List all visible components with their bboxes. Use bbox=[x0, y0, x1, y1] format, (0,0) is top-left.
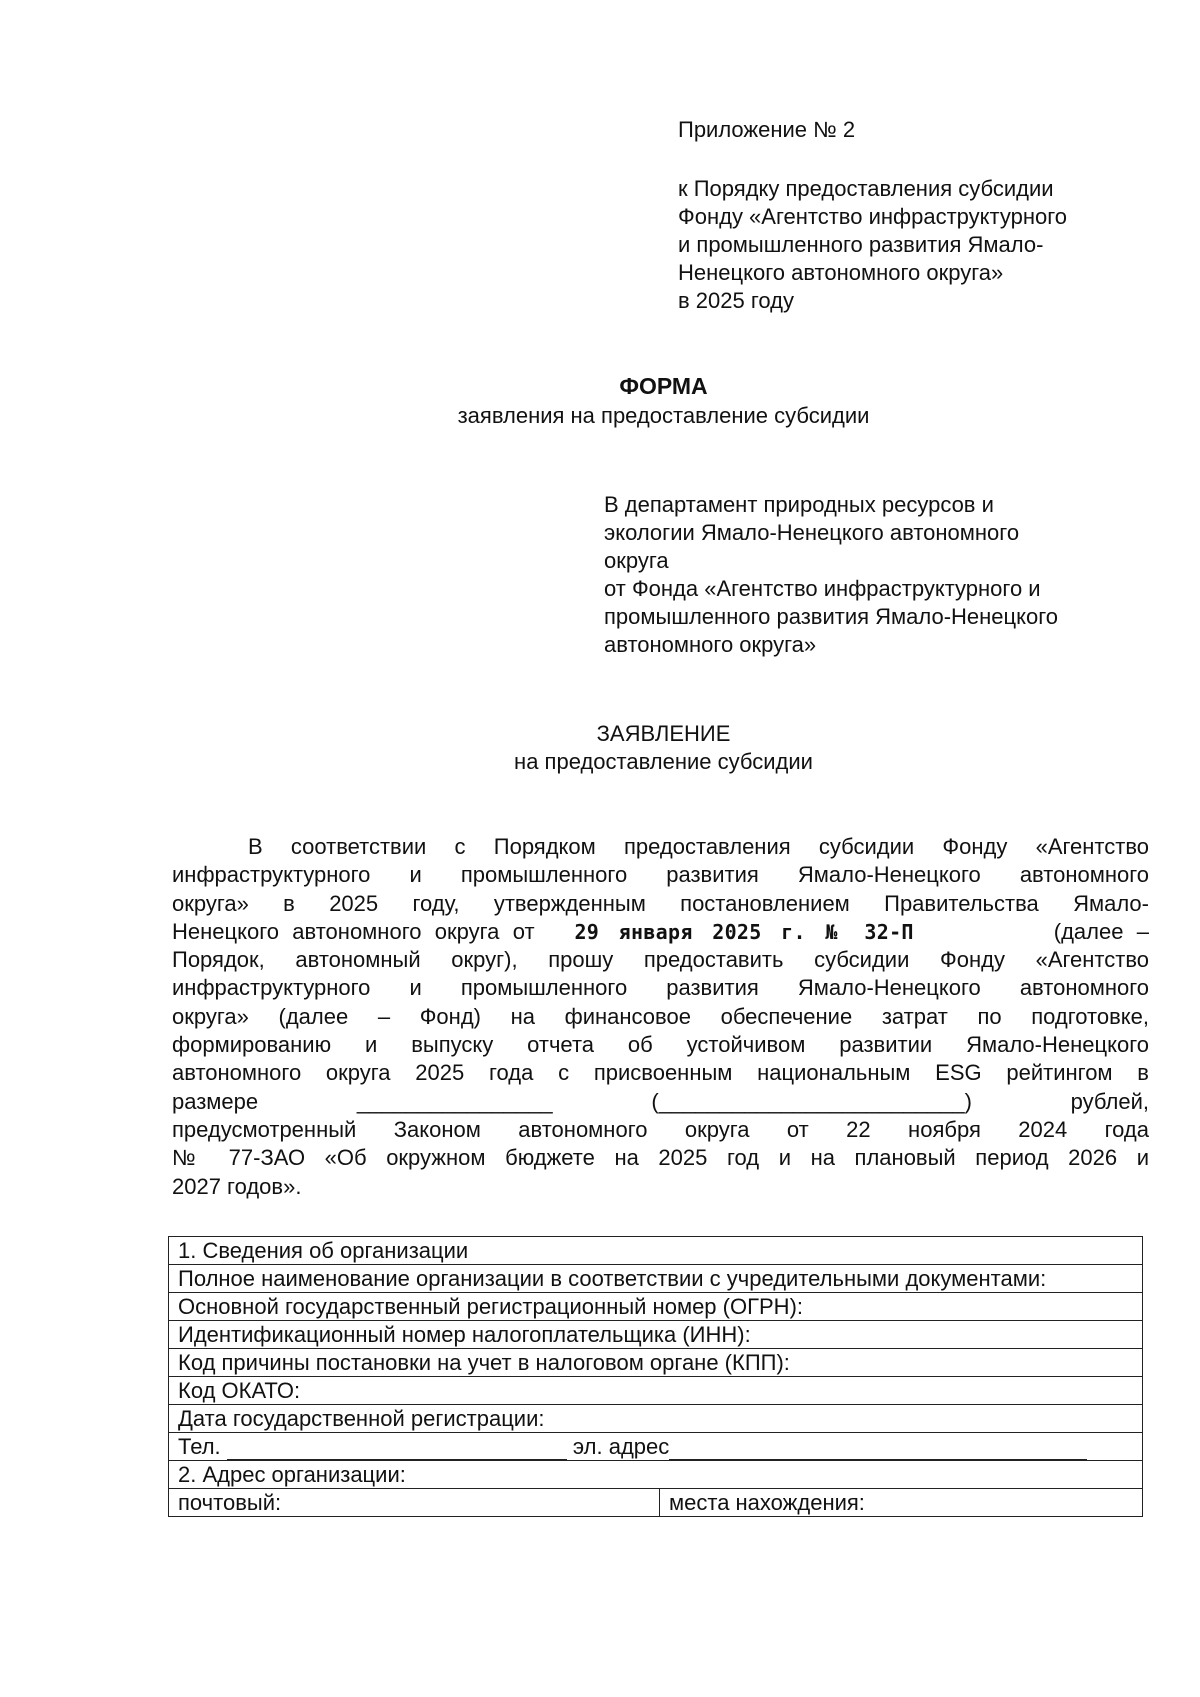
appendix-reference bbox=[678, 175, 1067, 315]
email-label: эл. адрес bbox=[572, 1434, 670, 1459]
appendix-line: Ненецкого автономного округа» bbox=[678, 260, 1004, 285]
addressee-line: В департамент природных ресурсов и bbox=[604, 492, 994, 517]
body-line: предусмотренный Законом автономного округа от 22 ноября 2024 года bbox=[172, 1116, 1149, 1142]
body-line: округа» в 2025 году, утвержденным постановлением Правительства Ямало- bbox=[172, 890, 1149, 916]
body-line-prefix: Ненецкого автономного округа от bbox=[172, 918, 535, 944]
amount-line bbox=[172, 1088, 1149, 1116]
body-line: В соответствии с Порядком предоставления субсидии Фонду «Агентство bbox=[248, 834, 1149, 859]
addressee-line: экологии Ямало-Ненецкого автономного bbox=[604, 520, 1020, 545]
section-heading: 1. Сведения об организации bbox=[169, 1237, 1143, 1265]
email-blank[interactable] bbox=[669, 1437, 1087, 1460]
amount-digits-blank[interactable]: ________________ bbox=[356, 1088, 553, 1114]
body-line: инфраструктурного и промышленного развития Ямало-Ненецкого автономного bbox=[172, 975, 1149, 1001]
form-subtitle: заявления на предоставление субсидии bbox=[457, 403, 870, 428]
addressee-line: автономного округа» bbox=[604, 632, 817, 657]
statement-title: ЗАЯВЛЕНИЕ bbox=[596, 721, 731, 746]
body-line: 2027 годов». bbox=[172, 1173, 302, 1199]
appendix-line: к Порядку предоставления субсидии bbox=[678, 176, 1054, 201]
body-line: формированию и выпуску отчета об устойчивом развитии Ямало-Ненецкого bbox=[172, 1032, 1149, 1058]
body-line: округа» (далее – Фонд) на финансовое обеспечение затрат по подготовке, bbox=[172, 1003, 1149, 1029]
ogrn-field[interactable]: Основной государственный регистрационный номер (ОГРН): bbox=[169, 1293, 1143, 1321]
section-heading: 2. Адрес организации: bbox=[169, 1461, 1143, 1489]
body-line: № 77-ЗАО «Об окружном бюджете на 2025 год и на плановый период 2026 и bbox=[172, 1145, 1149, 1171]
appendix-line: и промышленного развития Ямало- bbox=[678, 232, 1044, 257]
body-line: автономного округа 2025 года с присвоенным национальным ESG рейтингом в bbox=[172, 1060, 1149, 1086]
body-line: Порядок, автономный округ), прошу предоставить субсидии Фонду «Агентство bbox=[172, 947, 1149, 973]
table-row bbox=[169, 1489, 1143, 1517]
addressee-line: округа bbox=[604, 548, 669, 573]
body-line-suffix: (далее – bbox=[1053, 918, 1149, 944]
amount-label: размере bbox=[172, 1088, 259, 1114]
phone-blank[interactable] bbox=[227, 1437, 567, 1460]
decree-reference: 29 января 2025 г. № 32-П bbox=[574, 919, 914, 944]
table-row bbox=[169, 1237, 1143, 1265]
addressee-block bbox=[604, 491, 1058, 659]
appendix-line: в 2025 году bbox=[678, 288, 794, 313]
body-line: инфраструктурного и промышленного развития Ямало-Ненецкого автономного bbox=[172, 862, 1149, 888]
statement-subtitle: на предоставление субсидии bbox=[514, 749, 813, 774]
body-line-with-decree bbox=[172, 918, 1149, 946]
appendix-header bbox=[678, 116, 855, 144]
amount-currency: рублей, bbox=[1070, 1088, 1149, 1114]
table-row bbox=[169, 1321, 1143, 1349]
addressee-line: от Фонда «Агентство инфраструктурного и bbox=[604, 576, 1041, 601]
table-row bbox=[169, 1433, 1143, 1461]
table-row bbox=[169, 1265, 1143, 1293]
registration-date-field[interactable]: Дата государственной регистрации: bbox=[169, 1405, 1143, 1433]
appendix-number: Приложение № 2 bbox=[678, 117, 856, 142]
table-row bbox=[169, 1405, 1143, 1433]
table-row bbox=[169, 1349, 1143, 1377]
full-name-field[interactable]: Полное наименование организации в соответствии с учредительными документами: bbox=[169, 1265, 1143, 1293]
okato-field[interactable]: Код ОКАТО: bbox=[169, 1377, 1143, 1405]
appendix-line: Фонду «Агентство инфраструктурного bbox=[678, 204, 1068, 229]
statement-body bbox=[172, 833, 1149, 1201]
table-row bbox=[169, 1461, 1143, 1489]
phone-label: Тел. bbox=[178, 1434, 221, 1459]
postal-address-field[interactable]: почтовый: bbox=[169, 1489, 660, 1517]
table-row bbox=[169, 1293, 1143, 1321]
form-title: ФОРМА bbox=[619, 373, 708, 399]
table-row bbox=[169, 1377, 1143, 1405]
amount-words-blank[interactable]: (_________________________) bbox=[651, 1088, 972, 1114]
organization-info-table bbox=[168, 1236, 1143, 1517]
addressee-line: промышленного развития Ямало-Ненецкого bbox=[604, 604, 1059, 629]
contacts-row bbox=[169, 1433, 1143, 1461]
kpp-field[interactable]: Код причины постановки на учет в налоговом органе (КПП): bbox=[169, 1349, 1143, 1377]
location-address-field[interactable]: места нахождения: bbox=[660, 1489, 1143, 1517]
inn-field[interactable]: Идентификационный номер налогоплательщика (ИНН): bbox=[169, 1321, 1143, 1349]
